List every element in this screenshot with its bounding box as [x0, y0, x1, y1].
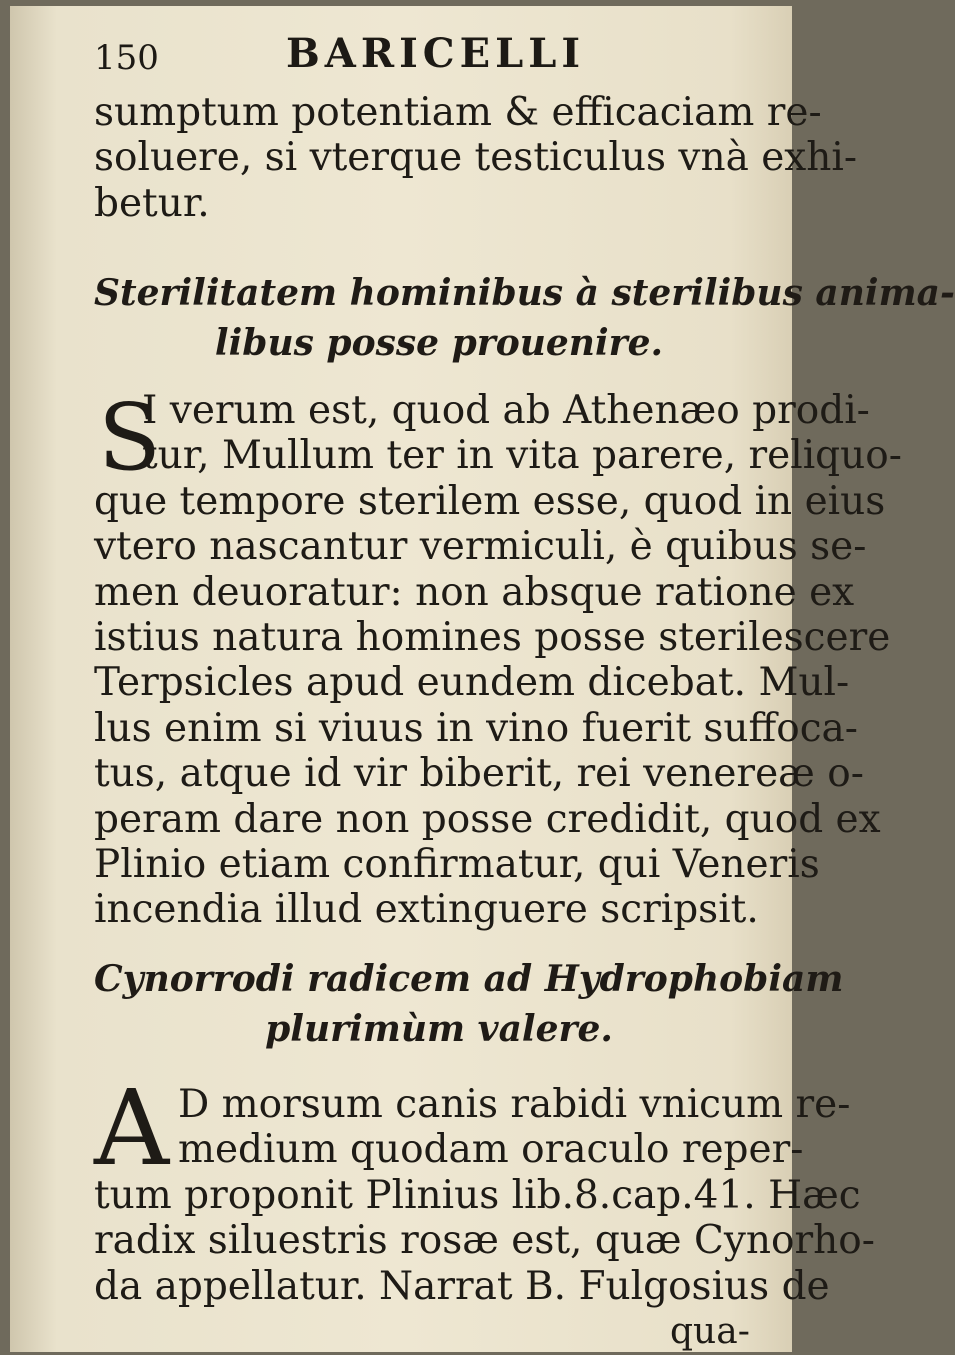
text-line: D morsum canis rabidi vnicum re-	[178, 1082, 851, 1127]
text-line: peram dare non posse credidit, quod ex	[94, 796, 881, 842]
section-heading-sterility	[94, 268, 955, 368]
drop-cap-a: A	[94, 1067, 170, 1189]
text-line: soluere, si vterque testiculus vnà exhi-	[94, 135, 858, 181]
text-line: I verum est, quod ab Athenæo prodi-	[142, 388, 870, 433]
text-line: sumptum potentiam & efficaciam re-	[94, 90, 822, 135]
page-number: 150	[94, 38, 159, 78]
text-line: medium quodam oraculo reper-	[178, 1127, 804, 1173]
book-page	[10, 6, 955, 1352]
heading-line: Sterilitatem hominibus à sterilibus anima-	[94, 272, 955, 314]
heading-line: libus posse prouenire.	[214, 322, 664, 364]
running-head: BARICELLI	[286, 30, 586, 77]
text-line: vtero nascantur vermiculi, è quibus se-	[94, 524, 867, 570]
paragraph-sterility	[94, 384, 902, 933]
text-line: lus enim si viuus in vino fuerit suffoca-	[94, 705, 858, 751]
text-line: betur.	[94, 180, 210, 226]
text-line: tum proponit Plinius lib.8.cap.41. Hæc	[94, 1172, 861, 1218]
text-line: que tempore sterilem esse, quod in eius	[94, 478, 886, 524]
text-line: tus, atque id vir biberit, rei venereæ o-	[94, 751, 864, 797]
heading-line: Cynorrodi radicem ad Hydrophobiam	[94, 958, 844, 1000]
section-heading-cynorrodi	[94, 954, 844, 1054]
paragraph-hydrophobia	[94, 1082, 875, 1309]
text-line: da appellatur. Narrat B. Fulgosius de	[94, 1263, 830, 1309]
heading-line: plurimùm valere.	[265, 1008, 613, 1050]
drop-cap-s: S	[98, 384, 162, 491]
text-line: istius natura homines posse sterilescere	[94, 615, 891, 661]
page-header	[94, 24, 734, 82]
paragraph-continuation	[94, 90, 858, 226]
catchword: qua-	[670, 1311, 750, 1352]
text-line: Terpsicles apud eundem dicebat. Mul-	[94, 660, 850, 706]
text-line: men deuoratur: non absque ratione ex	[94, 569, 855, 615]
text-line: incendia illud extinguere scripsit.	[94, 887, 759, 933]
text-line: Plinio etiam confirmatur, qui Veneris	[94, 842, 820, 888]
text-line: radix siluestris rosæ est, quæ Cynorho-	[94, 1218, 875, 1264]
text-line: tur, Mullum ter in vita parere, reliquo-	[142, 433, 902, 479]
